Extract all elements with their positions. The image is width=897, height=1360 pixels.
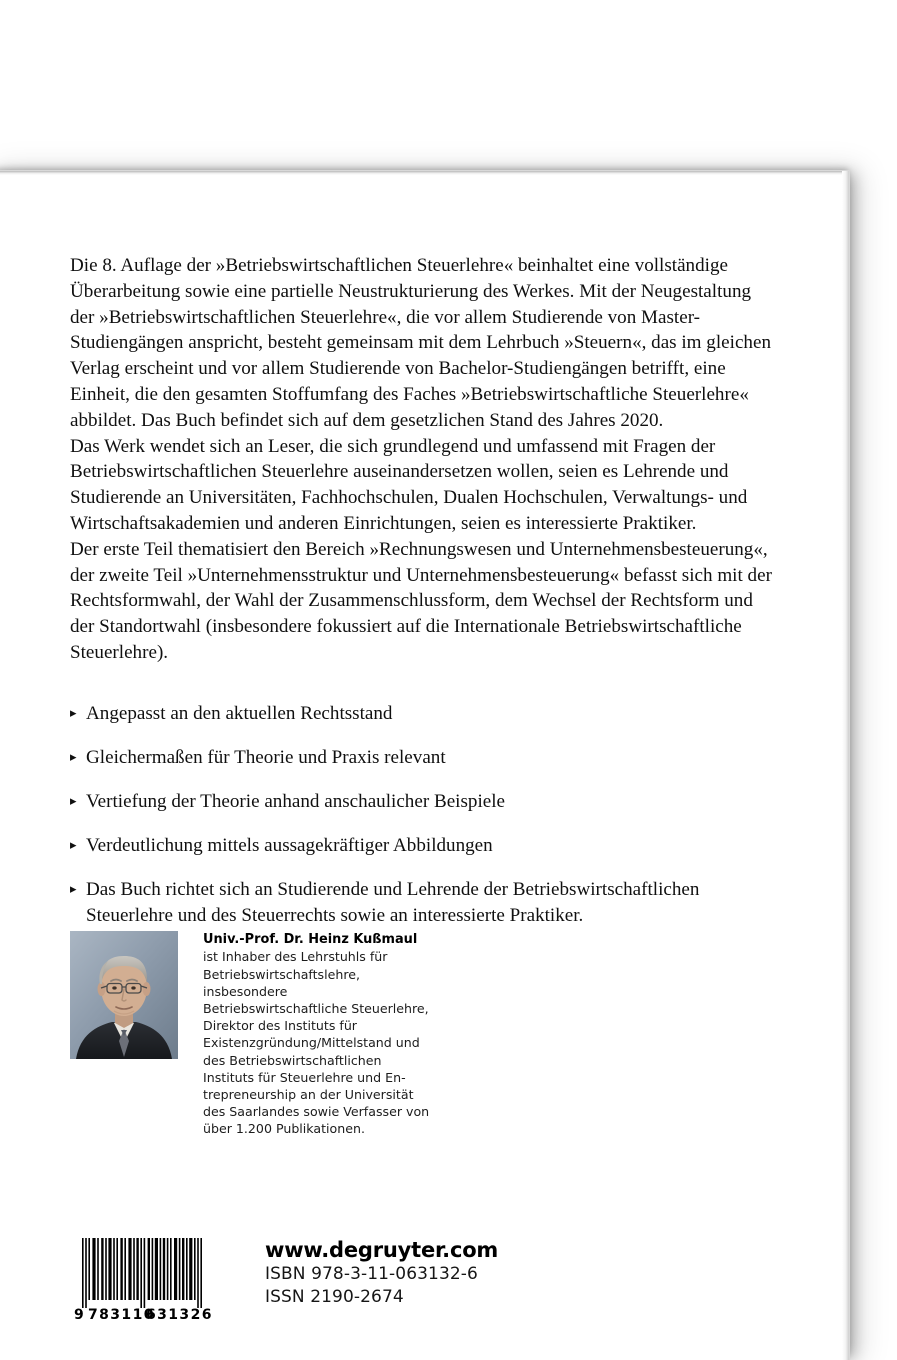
list-item	[70, 701, 779, 727]
list-item	[70, 745, 779, 771]
isbn-line: ISBN 978-3-11-063132-6	[265, 1264, 478, 1284]
triangle-bullet-icon: ▸	[70, 882, 77, 898]
feature-list	[70, 701, 779, 947]
blurb-section	[70, 253, 779, 666]
triangle-bullet-icon: ▸	[70, 794, 77, 810]
ean13-barcode	[70, 1234, 214, 1322]
cover-top-edge-highlight	[0, 171, 849, 175]
svg-text:9: 9	[74, 1307, 84, 1322]
author-block	[70, 931, 431, 1138]
issn-line: ISSN 2190-2674	[265, 1286, 404, 1307]
triangle-bullet-icon: ▸	[70, 750, 77, 766]
imprint-info	[265, 1238, 498, 1322]
author-description: ist Inhaber des Lehrstuhls für Betriebswirtschaftslehre, insbesondere Betriebswirtschaftliche Steuerlehre, Direktor des Instituts für Existenzgründung/Mittelstand und des Betriebswirtschaftlichen Instituts für Steuerlehre und En-trepreneurship an der Universität des Saarlandes sowie Verfasser von über 1.200 Publikationen.	[203, 949, 430, 1137]
list-item	[70, 833, 779, 859]
cover-right-edge-highlight	[842, 171, 849, 1360]
svg-text:631326: 631326	[146, 1307, 213, 1322]
blurb-paragraph-3: Der erste Teil thematisiert den Bereich »Rechnungswesen und Unternehmensbesteuerung«, der zweite Teil »Unternehmensstruktur und Unternehmensbesteuerung« befasst sich mit der Rechtsformwahl, der Wahl der Zusammenschlussform, dem Wechsel der Rechtsform und der Standortwahl (insbesondere fokussiert auf die Internationale Betriebswirtschaftliche Steuerlehre).	[70, 538, 772, 663]
author-name: Univ.-Prof. Dr. Heinz Kußmaul	[203, 932, 418, 947]
author-bio-text	[203, 931, 431, 1138]
list-item	[70, 877, 779, 928]
footer-block	[70, 1234, 498, 1322]
blurb-paragraph-2: Das Werk wendet sich an Leser, die sich grundlegend und umfassend mit Fragen der Betriebswirtschaftlichen Steuerlehre auseinandersetzen wollen, seien es Lehrende und Studierende an Universitäten, Fachhochschulen, Dualen Hochschulen, Verwaltungs- und Wirtschaftsakademien und anderen Einrichtungen, seien es interessierte Praktiker.	[70, 435, 748, 534]
triangle-bullet-icon: ▸	[70, 706, 77, 721]
feature-label: Vertiefung der Theorie anhand anschaulicher Beispiele	[86, 791, 506, 813]
author-portrait-photo	[70, 931, 178, 1059]
svg-text:783110: 783110	[88, 1307, 155, 1322]
publisher-url[interactable]: www.degruyter.com	[265, 1238, 499, 1262]
feature-label: Angepasst an den aktuellen Rechtsstand	[86, 703, 393, 724]
blurb-paragraph-1: Die 8. Auflage der »Betriebswirtschaftlichen Steuerlehre« beinhaltet eine vollständige Überarbeitung sowie eine partielle Neustrukturierung des Werkes. Mit der Neugestaltung der »Betriebswirtschaftlichen Steuerlehre«, die vor allem Studierende von Master-Studiengängen anspricht, besteht gemeinsam mit dem Lehrbuch »Steuern«, das im gleichen Verlag erscheint und vor allem Studierende von Bachelor-Studiengängen betrifft, eine Einheit, die den gesamten Stoffumfang des Faches »Betriebswirtschaftliche Steuerlehre« abbildet. Das Buch befindet sich auf dem gesetzlichen Stand des Jahres 2020.	[70, 255, 771, 431]
book-back-cover	[0, 171, 849, 1360]
feature-label: Das Buch richtet sich an Studierende und Lehrende der Betriebswirtschaftlichen Steuerlehre und des Steuerrechts sowie an interessierte Praktiker.	[86, 879, 700, 926]
list-item	[70, 789, 779, 815]
feature-label: Gleichermaßen für Theorie und Praxis relevant	[86, 747, 446, 769]
feature-label: Verdeutlichung mittels aussagekräftiger Abbildungen	[86, 835, 493, 857]
triangle-bullet-icon: ▸	[70, 838, 77, 854]
